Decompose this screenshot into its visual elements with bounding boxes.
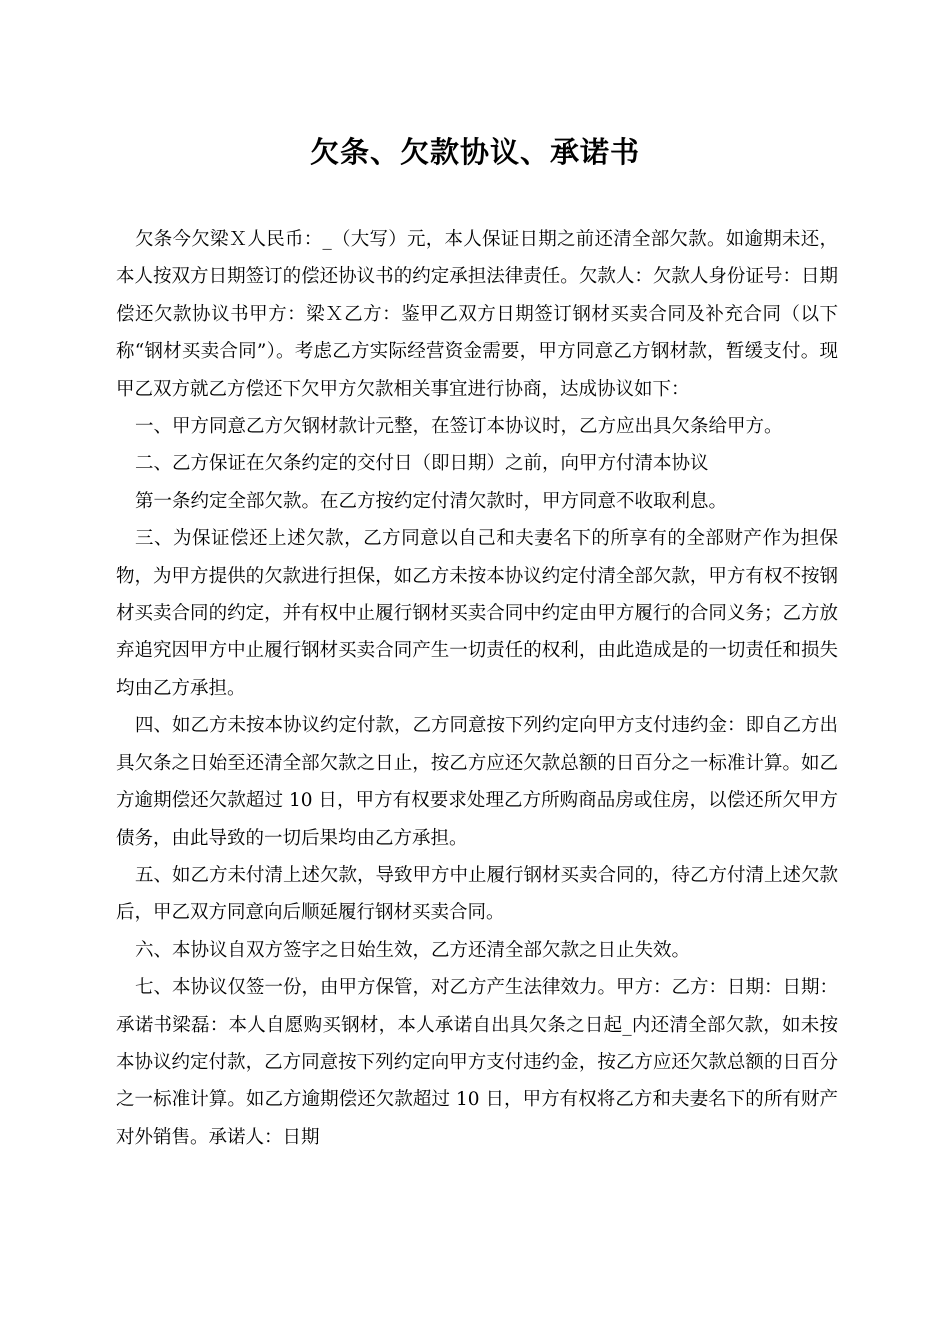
clause-4: 四、如乙方未按本协议约定付款，乙方同意按下列约定向甲方支付违约金：即自乙方出具欠条之日始至还清全部欠款之日止，按乙方应还欠款总额的日百分之一标准计算。如乙方逾期偿还欠款超过 10 日，甲方有权要求处理乙方所购商品房或住房，以偿还所欠甲方债务，由此导致的一切后果均由乙方承担。 [116,715,839,849]
clause-1: 一、甲方同意乙方欠钢材款计元整，在签订本协议时，乙方应出具欠条给甲方。 [135,416,783,438]
clause-2: 二、乙方保证在欠条约定的交付日（即日期）之前，向甲方付清本协议 [135,453,709,475]
document-title: 欠条、欠款协议、承诺书 [309,135,640,169]
clause-6: 六、本协议自双方签字之日始生效，乙方还清全部欠款之日止失效。 [135,939,691,961]
clause-2-continued: 第一条约定全部欠款。在乙方按约定付清欠款时，甲方同意不收取利息。 [135,490,728,512]
paragraph-iou-and-preamble: 欠条今欠梁Ｘ人民币：_（大写）元，本人保证日期之前还清全部欠款。如逾期未还，本人按双方日期签订的偿还协议书的约定承担法律责任。欠款人：欠款人身份证号：日期偿还欠款协议书甲方：梁Ｘ乙方：鉴甲乙双方日期签订钢材买卖合同及补充合同（以下称“钢材买卖合同”）。考虑乙方实际经营资金需要，甲方同意乙方钢材款，暂缓支付。现甲乙双方就乙方偿还下欠甲方欠款相关事宜进行协商，达成协议如下： [116,229,838,400]
document-body [116,221,838,1156]
clause-3: 三、为保证偿还上述欠款，乙方同意以自己和夫妻名下的所享有的全部财产作为担保物，为甲方提供的欠款进行担保，如乙方未按本协议约定付清全部欠款，甲方有权不按钢材买卖合同的约定，并有权中止履行钢材买卖合同中约定由甲方履行的合同义务；乙方放弃追究因甲方中止履行钢材买卖合同产生一切责任的权利，由此造成是的一切责任和损失均由乙方承担。 [116,528,838,699]
clause-7-and-promise: 七、本协议仅签一份，由甲方保管，对乙方产生法律效力。甲方：乙方：日期：日期：承诺书梁磊：本人自愿购买钢材，本人承诺自出具欠条之日起_内还清全部欠款，如未按本协议约定付款，乙方同意按下列约定向甲方支付违约金，按乙方应还欠款总额的日百分之一标准计算。如乙方逾期偿还欠款超过 10 日，甲方有权将乙方和夫妻名下的所有财产对外销售。承诺人：日期 [116,977,839,1148]
clause-5: 五、如乙方未付清上述欠款，导致甲方中止履行钢材买卖合同的，待乙方付清上述欠款后，甲乙双方同意向后顺延履行钢材买卖合同。 [116,864,839,924]
